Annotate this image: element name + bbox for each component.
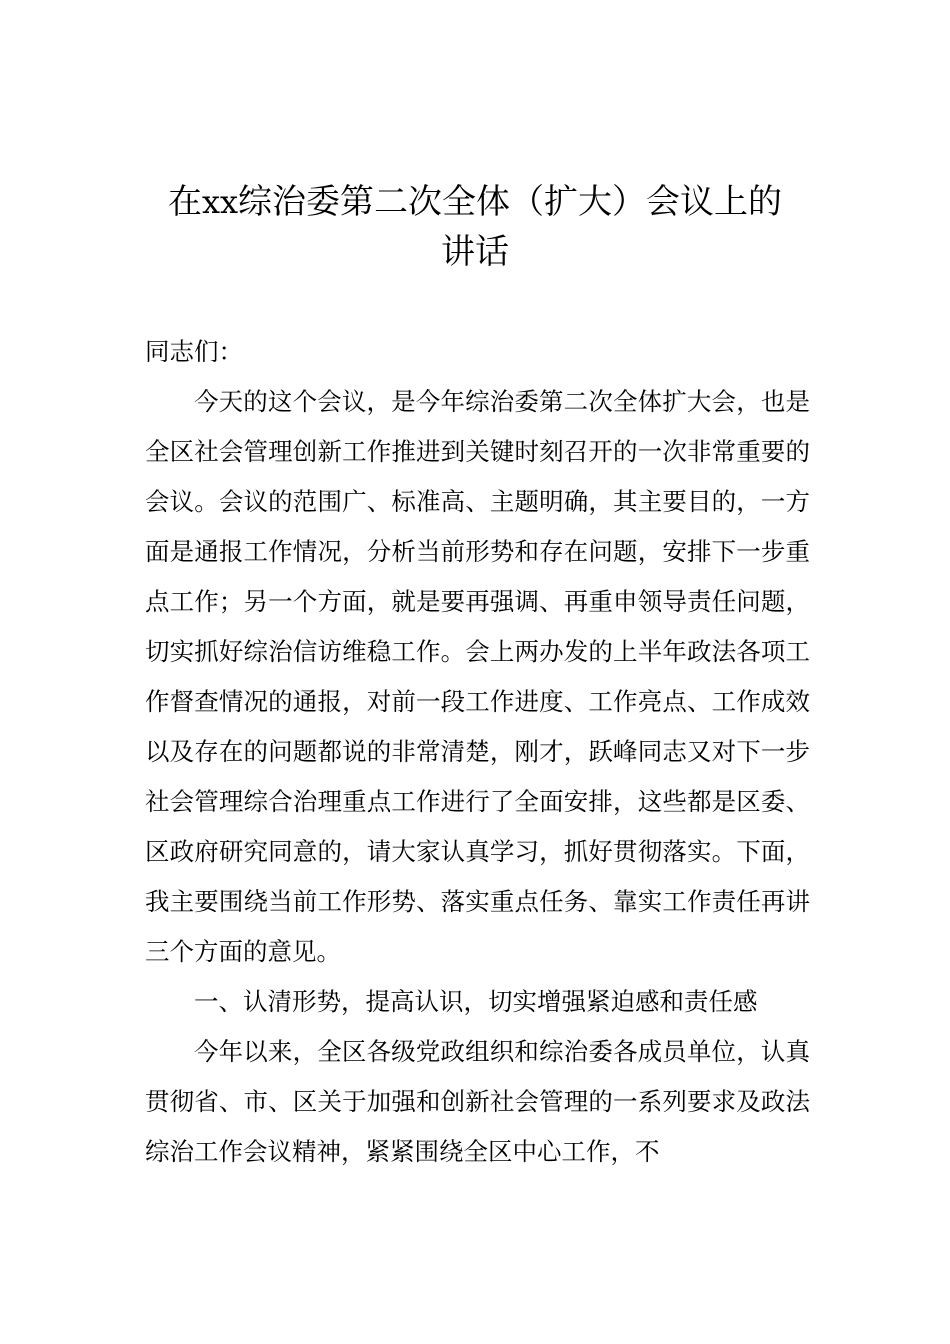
document-title-line2: 讲话 xyxy=(441,232,509,272)
section-paragraph: 今年以来，全区各级党政组织和综治委各成员单位，认真贯彻省、市、区关于加强和创新社会管理的一系列要求及政法综治工作会议精神，紧紧围绕全区中心工作，不 xyxy=(145,1037,810,1166)
body-paragraph: 今天的这个会议，是今年综治委第二次全体扩大会，也是全区社会管理创新工作推进到关键时刻召开的一次非常重要的会议。会议的范围广、标准高、主题明确，其主要目的，一方面是通报工作情况，分析当前形势和存在问题，安排下一步重点工作；另一个方面，就是要再强调、再重申领导责任问题，切实抓好综治信访维稳工作。会上两办发的上半年政法各项工作督查情况的通报，对前一段工作进度、工作亮点、工作成效以及存在的问题都说的非常清楚，刚才，跃峰同志又对下一步社会管理综合治理重点工作进行了全面安排，这些都是区委、区政府研究同意的，请大家认真学习，抓好贯彻落实。下面，我主要围绕当前工作形势、落实重点任务、靠实工作责任再讲三个方面的意见。 xyxy=(145,387,810,966)
title-suffix: 综治委第二次全体（扩大）会议上的 xyxy=(238,182,783,222)
title-latin: xx xyxy=(201,183,239,221)
document-body xyxy=(145,327,810,1177)
salutation: 同志们： xyxy=(145,337,243,366)
title-prefix: 在 xyxy=(167,182,202,222)
section-heading: 一、认清形势，提高认识，切实增强紧迫感和责任感 xyxy=(194,987,758,1016)
